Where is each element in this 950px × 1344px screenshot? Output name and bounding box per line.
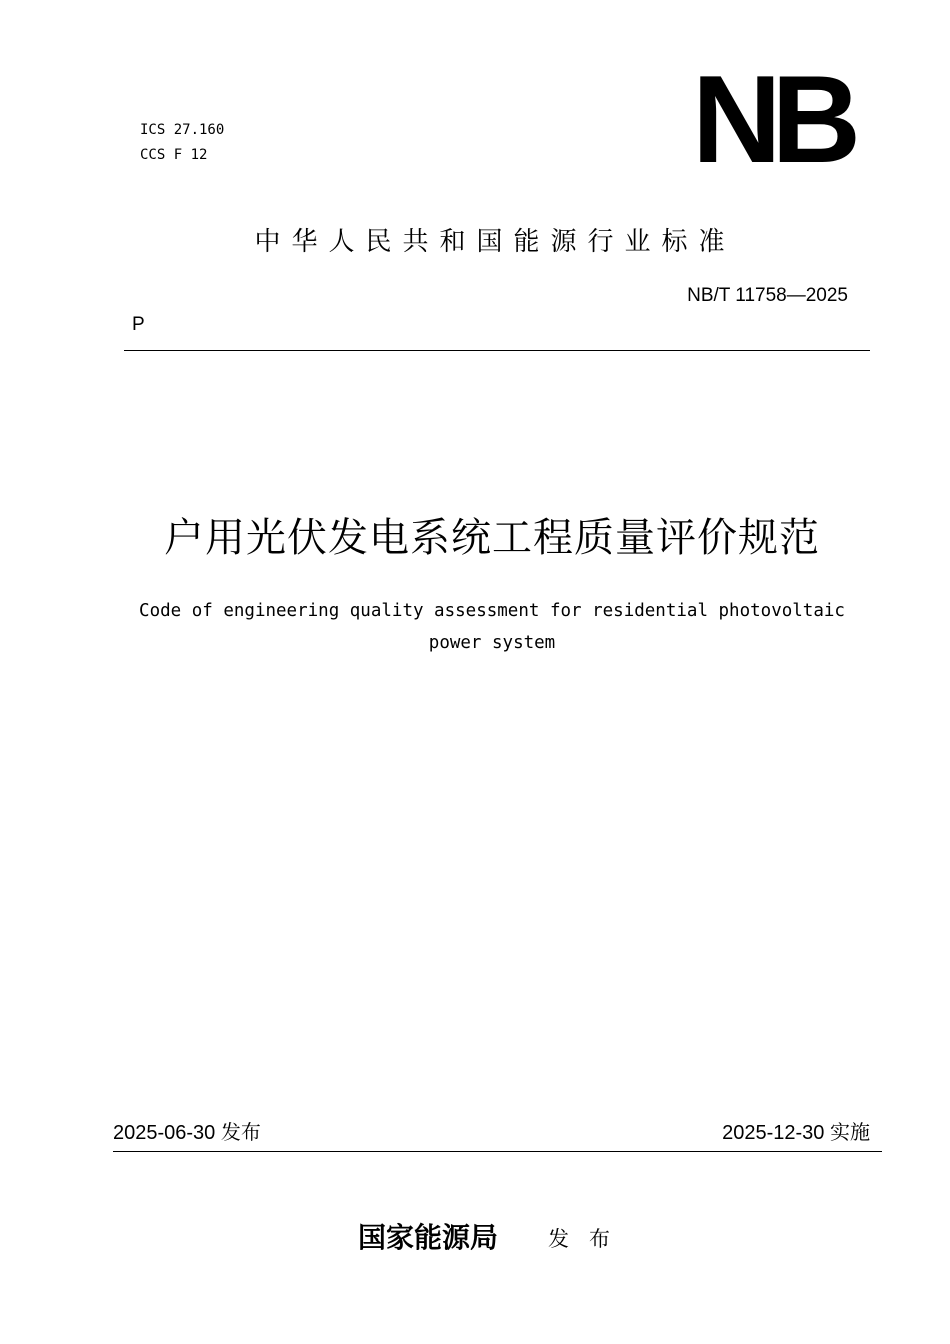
filing-mark: P bbox=[132, 314, 145, 335]
document-title-chinese: 户用光伏发电系统工程质量评价规范 bbox=[164, 515, 820, 561]
header-divider bbox=[124, 350, 870, 351]
nb-logo: NB bbox=[692, 51, 852, 189]
implementation-date: 2025-12-30 实施 bbox=[722, 1122, 870, 1144]
issuing-authority: 国家能源局 bbox=[358, 1221, 499, 1254]
ccs-code: CCS F 12 bbox=[140, 147, 208, 163]
publish-date: 2025-06-30 发布 bbox=[113, 1122, 261, 1144]
standard-number: NB/T 11758—2025 bbox=[687, 285, 848, 306]
issued-label: 发布 bbox=[548, 1227, 630, 1251]
english-title-line-2: power system bbox=[428, 633, 556, 653]
standard-category: 中华人民共和国能源行业标准 bbox=[254, 227, 736, 257]
footer-divider bbox=[113, 1151, 882, 1152]
ics-code: ICS 27.160 bbox=[140, 122, 225, 138]
document-title-english bbox=[100, 595, 884, 659]
english-title-line-1: Code of engineering quality assessment for residential photovoltaic bbox=[139, 601, 845, 621]
